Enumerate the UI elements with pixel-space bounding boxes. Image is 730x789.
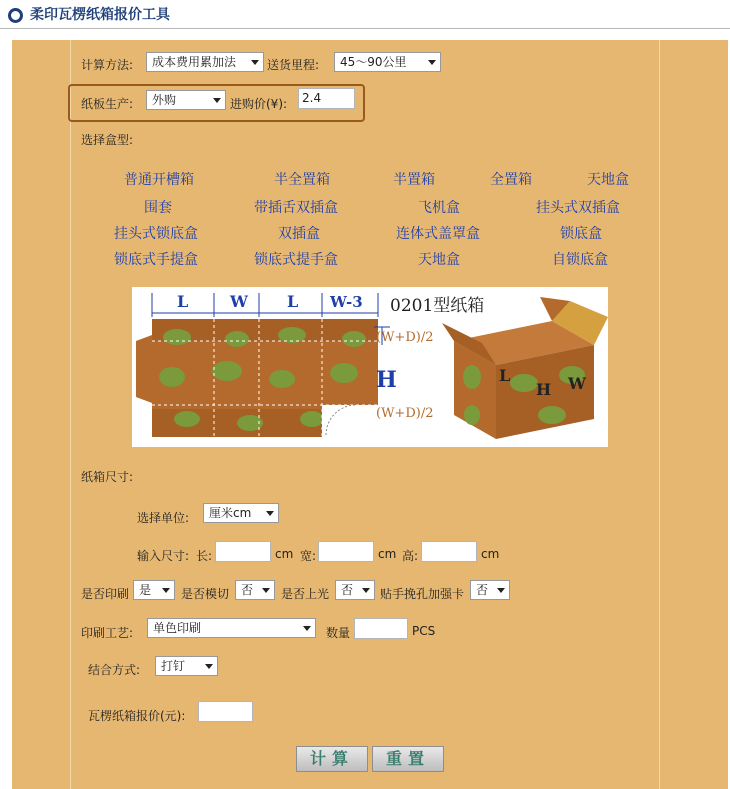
box-type-link[interactable]: 半全置箱	[274, 172, 330, 188]
box-type-link[interactable]: 双插盒	[278, 226, 320, 242]
box-l-label: L	[499, 366, 511, 385]
box-diagram-svg	[132, 287, 608, 447]
box-type-link[interactable]: 锁底式手提盒	[114, 252, 198, 268]
box-type-link[interactable]: 普通开槽箱	[124, 172, 194, 188]
dropdown-arrow-icon	[428, 60, 436, 65]
unit-label: 选择单位:	[137, 511, 190, 525]
flap-bottom-label: (W+D)/2	[376, 406, 434, 421]
height-unit-label: cm	[481, 547, 500, 561]
width-label: 宽:	[300, 549, 317, 563]
print-select[interactable]	[133, 580, 175, 600]
dropdown-arrow-icon	[262, 588, 270, 593]
size-section-label: 纸箱尺寸:	[81, 470, 134, 484]
gloss-label: 是否上光	[281, 587, 330, 601]
box-3d-illustration	[442, 297, 608, 439]
width-input[interactable]	[318, 541, 374, 562]
dropdown-arrow-icon	[251, 60, 259, 65]
method-select-value: 成本费用累加法	[152, 55, 237, 69]
box-type-link[interactable]: 半置箱	[393, 172, 435, 188]
unit-select-value: 厘米cm	[209, 506, 252, 520]
distance-label: 送货里程:	[267, 58, 320, 72]
quantity-unit-label: PCS	[412, 624, 436, 638]
box-type-link[interactable]: 飞机盒	[418, 200, 460, 216]
print-label: 是否印刷	[81, 587, 130, 601]
calculate-button[interactable]: 计算	[296, 746, 368, 772]
box-type-link[interactable]: 挂头式锁底盒	[114, 226, 198, 242]
height-label: 高:	[402, 549, 419, 563]
width-unit-label: cm	[378, 547, 397, 561]
process-label: 印刷工艺:	[81, 626, 134, 640]
quantity-input[interactable]	[354, 618, 408, 639]
size-input-label: 输入尺寸:	[137, 549, 190, 563]
box-h-label: H	[536, 380, 552, 399]
board-label: 纸板生产:	[81, 97, 134, 111]
unit-select[interactable]	[203, 503, 279, 523]
page-title: 柔印瓦楞纸箱报价工具	[30, 7, 170, 23]
dropdown-arrow-icon	[303, 626, 311, 631]
dim-l-label: L	[177, 292, 189, 311]
box-type-link[interactable]: 自锁底盒	[552, 252, 608, 268]
title-bar	[0, 0, 730, 29]
box-unfolded-layout	[136, 319, 378, 437]
binding-label: 结合方式:	[88, 663, 141, 677]
binding-select-value: 打钉	[161, 659, 186, 673]
dropdown-arrow-icon	[266, 511, 274, 516]
method-label: 计算方法:	[81, 58, 134, 72]
gloss-select[interactable]	[335, 580, 375, 600]
dropdown-arrow-icon	[497, 588, 505, 593]
box-type-link[interactable]: 锁底式提手盒	[254, 252, 338, 268]
length-unit-label: cm	[275, 547, 294, 561]
height-input[interactable]	[421, 541, 477, 562]
box-type-link[interactable]: 全置箱	[490, 172, 532, 188]
box-type-link[interactable]: 锁底盒	[560, 226, 602, 242]
quote-output[interactable]	[198, 701, 253, 722]
circle-bullet-icon	[8, 8, 23, 23]
price-input[interactable]: 2.4	[298, 88, 355, 109]
length-input[interactable]	[215, 541, 271, 562]
dim-w-label: W	[230, 292, 248, 311]
box-type-link[interactable]: 天地盒	[587, 172, 629, 188]
box-type-label: 选择盒型:	[81, 133, 134, 147]
box-w-label: W	[568, 374, 586, 393]
box-type-link[interactable]: 天地盒	[418, 252, 460, 268]
diecut-label: 是否模切	[181, 587, 230, 601]
dropdown-arrow-icon	[162, 588, 170, 593]
print-select-value: 是	[139, 583, 152, 597]
dropdown-arrow-icon	[205, 664, 213, 669]
diecut-select[interactable]	[235, 580, 275, 600]
board-select-value: 外购	[152, 93, 177, 107]
handle-label: 贴手挽孔加强卡	[380, 587, 465, 601]
process-select-value: 单色印刷	[153, 621, 202, 635]
distance-select[interactable]	[334, 52, 441, 72]
diagram-caption: 0201型纸箱	[390, 296, 485, 316]
diecut-select-value: 否	[241, 583, 254, 597]
quantity-label: 数量	[326, 626, 351, 640]
box-0201-diagram	[132, 287, 608, 447]
dim-h-label: H	[376, 367, 397, 393]
gloss-select-value: 否	[341, 583, 354, 597]
box-type-link[interactable]: 挂头式双插盒	[536, 200, 620, 216]
dim-l2-label: L	[287, 292, 299, 311]
distance-select-value: 45～90公里	[340, 55, 407, 69]
dropdown-arrow-icon	[362, 588, 370, 593]
box-type-link[interactable]: 带插舌双插盒	[254, 200, 338, 216]
board-select[interactable]	[146, 90, 226, 110]
quote-label: 瓦楞纸箱报价(元):	[88, 709, 186, 723]
handle-select-value: 否	[476, 583, 489, 597]
dim-w3-label: W-3	[330, 293, 363, 311]
box-type-link[interactable]: 连体式盖罩盒	[396, 226, 480, 242]
binding-select[interactable]	[155, 656, 218, 676]
dropdown-arrow-icon	[213, 98, 221, 103]
price-label: 进购价(¥):	[230, 97, 288, 111]
process-select[interactable]	[147, 618, 316, 638]
box-type-link[interactable]: 围套	[144, 200, 172, 216]
length-label: 长:	[196, 549, 213, 563]
method-select[interactable]	[146, 52, 264, 72]
handle-select[interactable]	[470, 580, 510, 600]
reset-button[interactable]: 重置	[372, 746, 444, 772]
flap-top-label: (W+D)/2	[376, 330, 434, 345]
